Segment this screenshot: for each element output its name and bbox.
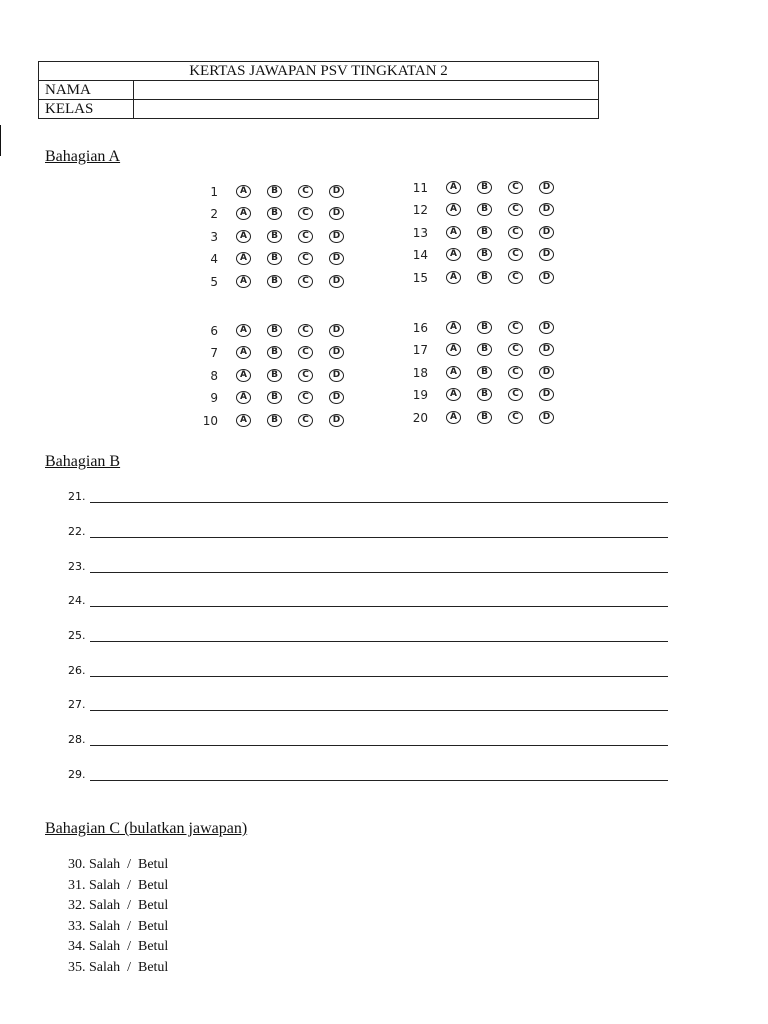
question-number: 3 [210, 229, 218, 244]
answer-bubble[interactable]: D [329, 185, 344, 198]
answer-bubble[interactable]: B [477, 388, 492, 401]
question-number: 12 [412, 203, 428, 218]
answer-bubble[interactable]: B [267, 275, 282, 288]
bubble-row [402, 365, 562, 381]
answer-sheet-header [38, 61, 599, 119]
question-number: 17 [412, 343, 428, 358]
question-number: 16 [412, 321, 428, 335]
answer-underline [90, 502, 668, 503]
true-false-item[interactable]: 31. Salah / Betul [68, 877, 169, 893]
answer-line[interactable] [68, 664, 678, 680]
answer-bubble[interactable]: D [539, 181, 554, 194]
answer-bubble[interactable]: A [446, 248, 461, 261]
bubble-row [402, 410, 562, 426]
answer-bubble[interactable]: D [329, 207, 344, 220]
answer-bubble[interactable]: A [446, 321, 461, 334]
answer-underline [90, 780, 668, 781]
answer-bubble[interactable]: C [508, 271, 523, 284]
answer-underline [90, 676, 668, 677]
answer-bubble[interactable]: A [446, 343, 461, 356]
question-number: 2 [210, 207, 218, 222]
answer-bubble[interactable]: C [298, 369, 313, 382]
answer-number: 23. [68, 560, 86, 573]
question-number: 14 [412, 248, 428, 263]
answer-bubble[interactable]: D [539, 411, 554, 424]
class-label: KELAS [39, 100, 134, 119]
answer-bubble[interactable]: C [298, 252, 313, 265]
answer-bubble[interactable]: B [267, 207, 282, 220]
true-false-item[interactable]: 34. Salah / Betul [68, 939, 169, 954]
bubble-row [402, 387, 562, 403]
answer-bubble[interactable]: C [508, 366, 523, 379]
answer-bubble[interactable]: C [508, 226, 523, 239]
answer-bubble[interactable]: C [298, 324, 313, 337]
question-number: 1 [210, 185, 218, 199]
bubble-row [192, 229, 352, 245]
answer-bubble[interactable]: A [236, 275, 251, 288]
answer-number: 28. [68, 733, 86, 746]
answer-line[interactable] [68, 594, 678, 610]
answer-bubble[interactable]: D [329, 275, 344, 288]
answer-bubble[interactable]: C [298, 207, 313, 220]
answer-bubble[interactable]: A [446, 388, 461, 401]
answer-bubble[interactable]: B [267, 346, 282, 359]
question-number: 19 [412, 388, 428, 403]
section-c-title: Bahagian C (bulatkan jawapan) [45, 820, 248, 837]
bubble-row [192, 274, 352, 290]
answer-number: 29. [68, 768, 86, 781]
answer-bubble[interactable]: C [298, 275, 313, 288]
bubble-row [192, 390, 352, 406]
answer-line[interactable] [68, 490, 678, 506]
answer-bubble[interactable]: D [539, 226, 554, 239]
bubble-row [192, 184, 352, 200]
answer-underline [90, 606, 668, 607]
answer-bubble[interactable]: C [508, 411, 523, 424]
bubble-row [402, 180, 562, 196]
answer-bubble[interactable]: B [477, 411, 492, 424]
answer-bubble[interactable]: D [539, 248, 554, 261]
question-number: 11 [412, 181, 428, 195]
answer-bubble[interactable]: A [236, 414, 251, 427]
answer-underline [90, 537, 668, 538]
answer-line[interactable] [68, 629, 678, 645]
question-number: 5 [210, 274, 218, 289]
true-false-list [68, 855, 168, 978]
answer-bubble[interactable]: B [477, 366, 492, 379]
answer-bubble[interactable]: B [477, 226, 492, 239]
answer-bubble[interactable]: B [267, 391, 282, 404]
answer-bubble[interactable]: C [298, 230, 313, 243]
answer-bubble[interactable]: C [508, 388, 523, 401]
answer-bubble[interactable]: B [267, 252, 282, 265]
answer-bubble[interactable]: C [298, 414, 313, 427]
bubble-row [402, 225, 562, 241]
answer-bubble[interactable]: D [329, 369, 344, 382]
bubble-row [192, 368, 352, 384]
answer-line[interactable] [68, 768, 678, 784]
answer-underline [90, 710, 668, 711]
question-number: 20 [412, 410, 428, 425]
section-a-title: Bahagian A [45, 148, 121, 165]
answer-bubble[interactable]: A [446, 271, 461, 284]
answer-number: 22. [68, 525, 86, 538]
answer-bubble[interactable]: A [446, 181, 461, 194]
question-number: 8 [210, 368, 218, 383]
true-false-item[interactable]: 35. Salah / Betul [68, 959, 169, 975]
answer-bubble[interactable]: C [508, 181, 523, 194]
bubble-row [192, 251, 352, 267]
answer-bubble[interactable]: C [508, 248, 523, 261]
question-number: 10 [202, 413, 218, 428]
answer-bubble[interactable]: A [236, 230, 251, 243]
bubble-row [402, 270, 562, 286]
answer-bubble[interactable]: C [298, 391, 313, 404]
question-number: 4 [210, 252, 218, 267]
answer-number: 26. [68, 664, 86, 677]
bubble-row [402, 247, 562, 263]
true-false-item[interactable]: 32. Salah / Betul [68, 898, 169, 913]
name-label: NAMA [39, 81, 134, 100]
answer-bubble[interactable]: A [236, 252, 251, 265]
answer-bubble[interactable]: B [267, 414, 282, 427]
bubble-row [192, 413, 352, 429]
answer-underline [90, 641, 668, 642]
bubble-row [192, 345, 352, 361]
answer-bubble[interactable]: D [329, 252, 344, 265]
answer-bubble[interactable]: C [508, 321, 523, 334]
answer-number: 27. [68, 698, 86, 711]
answer-number: 21. [68, 490, 86, 503]
answer-bubble[interactable]: A [236, 324, 251, 337]
answer-bubble[interactable]: B [477, 343, 492, 356]
answer-bubble[interactable]: D [539, 271, 554, 284]
answer-bubble[interactable]: D [329, 346, 344, 359]
answer-bubble[interactable]: D [329, 324, 344, 337]
answer-bubble[interactable]: A [236, 185, 251, 198]
answer-bubble[interactable]: A [446, 203, 461, 216]
answer-bubble[interactable]: B [267, 324, 282, 337]
answer-bubble[interactable]: A [236, 207, 251, 220]
answer-bubble[interactable]: A [446, 226, 461, 239]
answer-bubble[interactable]: B [477, 321, 492, 334]
question-number: 18 [412, 365, 428, 380]
question-number: 6 [210, 324, 218, 338]
answer-number: 24. [68, 594, 86, 607]
true-false-item[interactable]: 30. Salah / Betul [68, 857, 169, 872]
answer-line[interactable] [68, 698, 678, 714]
answer-underline [90, 745, 668, 746]
answer-number: 25. [68, 629, 86, 642]
answer-bubble[interactable]: D [539, 321, 554, 334]
answer-underline [90, 572, 668, 573]
bubble-row [402, 202, 562, 218]
answer-bubble[interactable]: D [329, 414, 344, 427]
bubble-row [402, 320, 562, 336]
question-number: 15 [412, 270, 428, 285]
answer-bubble[interactable]: D [329, 391, 344, 404]
class-field[interactable] [134, 100, 599, 119]
answer-bubble[interactable]: B [267, 230, 282, 243]
answer-bubble[interactable]: A [446, 366, 461, 379]
answer-line[interactable] [68, 560, 678, 576]
bubble-row [402, 342, 562, 358]
answer-bubble[interactable]: B [477, 271, 492, 284]
true-false-item[interactable]: 33. Salah / Betul [68, 918, 169, 934]
answer-bubble[interactable]: A [236, 369, 251, 382]
answer-bubble[interactable]: C [298, 185, 313, 198]
sheet-title: KERTAS JAWAPAN PSV TINGKATAN 2 [39, 62, 599, 81]
question-number: 9 [210, 391, 218, 406]
answer-bubble[interactable]: D [329, 230, 344, 243]
answer-bubble[interactable]: B [477, 248, 492, 261]
answer-bubble[interactable]: B [477, 181, 492, 194]
answer-bubble[interactable]: A [236, 391, 251, 404]
answer-bubble[interactable]: C [298, 346, 313, 359]
answer-bubble[interactable]: C [508, 203, 523, 216]
answer-bubble[interactable]: B [267, 369, 282, 382]
section-b-title: Bahagian B [45, 453, 121, 470]
question-number: 13 [412, 225, 428, 240]
answer-bubble[interactable]: A [236, 346, 251, 359]
answer-bubble[interactable]: B [267, 185, 282, 198]
question-number: 7 [210, 346, 218, 361]
answer-line[interactable] [68, 525, 678, 541]
answer-bubble[interactable]: B [477, 203, 492, 216]
text-cursor [0, 125, 1, 156]
bubble-row [192, 323, 352, 339]
answer-line[interactable] [68, 733, 678, 749]
bubble-row [192, 206, 352, 222]
answer-bubble[interactable]: D [539, 366, 554, 379]
answer-bubble[interactable]: D [539, 343, 554, 356]
answer-bubble[interactable]: D [539, 388, 554, 401]
name-field[interactable] [134, 81, 599, 100]
answer-bubble[interactable]: C [508, 343, 523, 356]
answer-bubble[interactable]: D [539, 203, 554, 216]
answer-bubble[interactable]: A [446, 411, 461, 424]
